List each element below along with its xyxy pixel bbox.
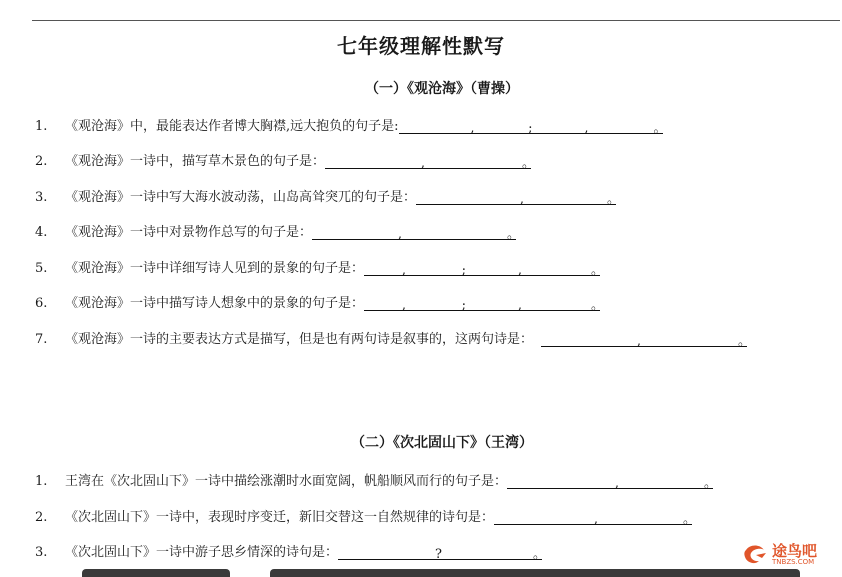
answer-blank[interactable]: 。 xyxy=(398,224,516,240)
answer-blank[interactable]: ; xyxy=(471,118,529,134)
question-2-3 xyxy=(35,541,547,562)
answer-blank[interactable]: ; xyxy=(402,295,462,311)
answer-blanks[interactable] xyxy=(399,118,667,136)
answer-blank[interactable]: 。 xyxy=(518,295,600,311)
bottom-toolbar-right xyxy=(270,569,800,577)
answer-blanks[interactable] xyxy=(494,509,697,527)
question-number: 3. xyxy=(35,545,48,560)
question-1-6 xyxy=(35,292,605,313)
watermark-logo xyxy=(742,542,817,568)
answer-blanks[interactable] xyxy=(364,260,605,278)
answer-blanks[interactable] xyxy=(507,473,718,491)
answer-blank[interactable]: , xyxy=(325,153,421,169)
question-text: 《观沧海》一诗中描写诗人想象中的景象的句子是： xyxy=(65,296,365,311)
answer-blank[interactable]: , xyxy=(416,189,520,205)
answer-blanks[interactable] xyxy=(416,189,621,207)
question-1-5 xyxy=(35,257,605,278)
question-text: 王湾在《次北固山下》一诗中描绘涨潮时水面宽阔，帆船顺风而行的句子是： xyxy=(65,474,508,489)
section-heading-2: （二）《次北固山下》（王湾） xyxy=(351,435,533,451)
question-1-1 xyxy=(35,115,667,136)
answer-blanks[interactable] xyxy=(325,153,536,171)
question-number: 6. xyxy=(35,296,48,311)
question-number: 2. xyxy=(35,510,48,525)
question-1-7 xyxy=(35,328,752,349)
question-text: 《次北固山下》一诗中，表现时序变迁，新旧交替这一自然规律的诗句是： xyxy=(65,510,495,525)
watermark-cn: 途鸟吧 xyxy=(772,542,818,560)
answer-blank[interactable]: 。 xyxy=(518,260,600,276)
question-2-1 xyxy=(35,470,718,491)
answer-blank[interactable]: 。 xyxy=(438,544,542,560)
answer-blank[interactable]: , xyxy=(399,118,471,134)
answer-blank[interactable]: 。 xyxy=(615,473,713,489)
bottom-toolbar-left xyxy=(82,569,230,577)
page-title: 七年级理解性默写 xyxy=(337,34,505,58)
question-1-2 xyxy=(35,150,536,171)
answer-blank[interactable]: , xyxy=(529,118,585,134)
answer-blank[interactable]: ? xyxy=(338,544,438,560)
answer-blank[interactable]: 。 xyxy=(594,509,692,525)
question-text: 《次北固山下》一诗中游子思乡情深的诗句是： xyxy=(65,545,339,560)
answer-blank[interactable]: , xyxy=(507,473,615,489)
answer-blank[interactable]: , xyxy=(541,331,637,347)
answer-blank[interactable]: , xyxy=(312,224,398,240)
answer-blanks[interactable] xyxy=(364,295,605,313)
question-number: 1. xyxy=(35,119,48,134)
answer-blank[interactable]: 。 xyxy=(421,153,531,169)
bird-icon xyxy=(742,542,770,568)
answer-blank[interactable]: ; xyxy=(402,260,462,276)
answer-blank[interactable]: 。 xyxy=(520,189,616,205)
question-number: 5. xyxy=(35,261,48,276)
answer-blank[interactable]: , xyxy=(462,260,518,276)
watermark-en: TNBZS.COM xyxy=(772,558,815,566)
question-text: 《观沧海》一诗中对景物作总写的句子是： xyxy=(65,225,313,240)
answer-blank[interactable]: , xyxy=(364,260,402,276)
answer-blanks[interactable] xyxy=(541,331,752,349)
question-number: 1. xyxy=(35,474,48,489)
answer-blank[interactable]: 。 xyxy=(637,331,747,347)
answer-blank[interactable]: , xyxy=(494,509,594,525)
question-text: 《观沧海》一诗中写大海水波动荡，山岛高耸突兀的句子是： xyxy=(65,190,417,205)
answer-blank[interactable]: 。 xyxy=(585,118,663,134)
question-text: 《观沧海》中，最能表达作者博大胸襟,远大抱负的句子是: xyxy=(65,119,399,134)
question-2-2 xyxy=(35,506,697,527)
question-1-4 xyxy=(35,221,521,242)
answer-blank[interactable]: , xyxy=(364,295,402,311)
top-rule xyxy=(32,20,840,21)
question-number: 4. xyxy=(35,225,48,240)
section-heading-1: （一）《观沧海》（曹操） xyxy=(365,81,519,97)
question-text: 《观沧海》一诗中详细写诗人见到的景象的句子是： xyxy=(65,261,365,276)
question-number: 3. xyxy=(35,190,48,205)
answer-blanks[interactable] xyxy=(312,224,521,242)
question-number: 7. xyxy=(35,332,48,347)
question-number: 2. xyxy=(35,154,48,169)
question-text: 《观沧海》一诗中，描写草木景色的句子是： xyxy=(65,154,326,169)
question-1-3 xyxy=(35,186,621,207)
question-text: 《观沧海》一诗的主要表达方式是描写，但是也有两句诗是叙事的，这两句诗是： xyxy=(65,332,534,347)
answer-blank[interactable]: , xyxy=(462,295,518,311)
answer-blanks[interactable] xyxy=(338,544,547,562)
